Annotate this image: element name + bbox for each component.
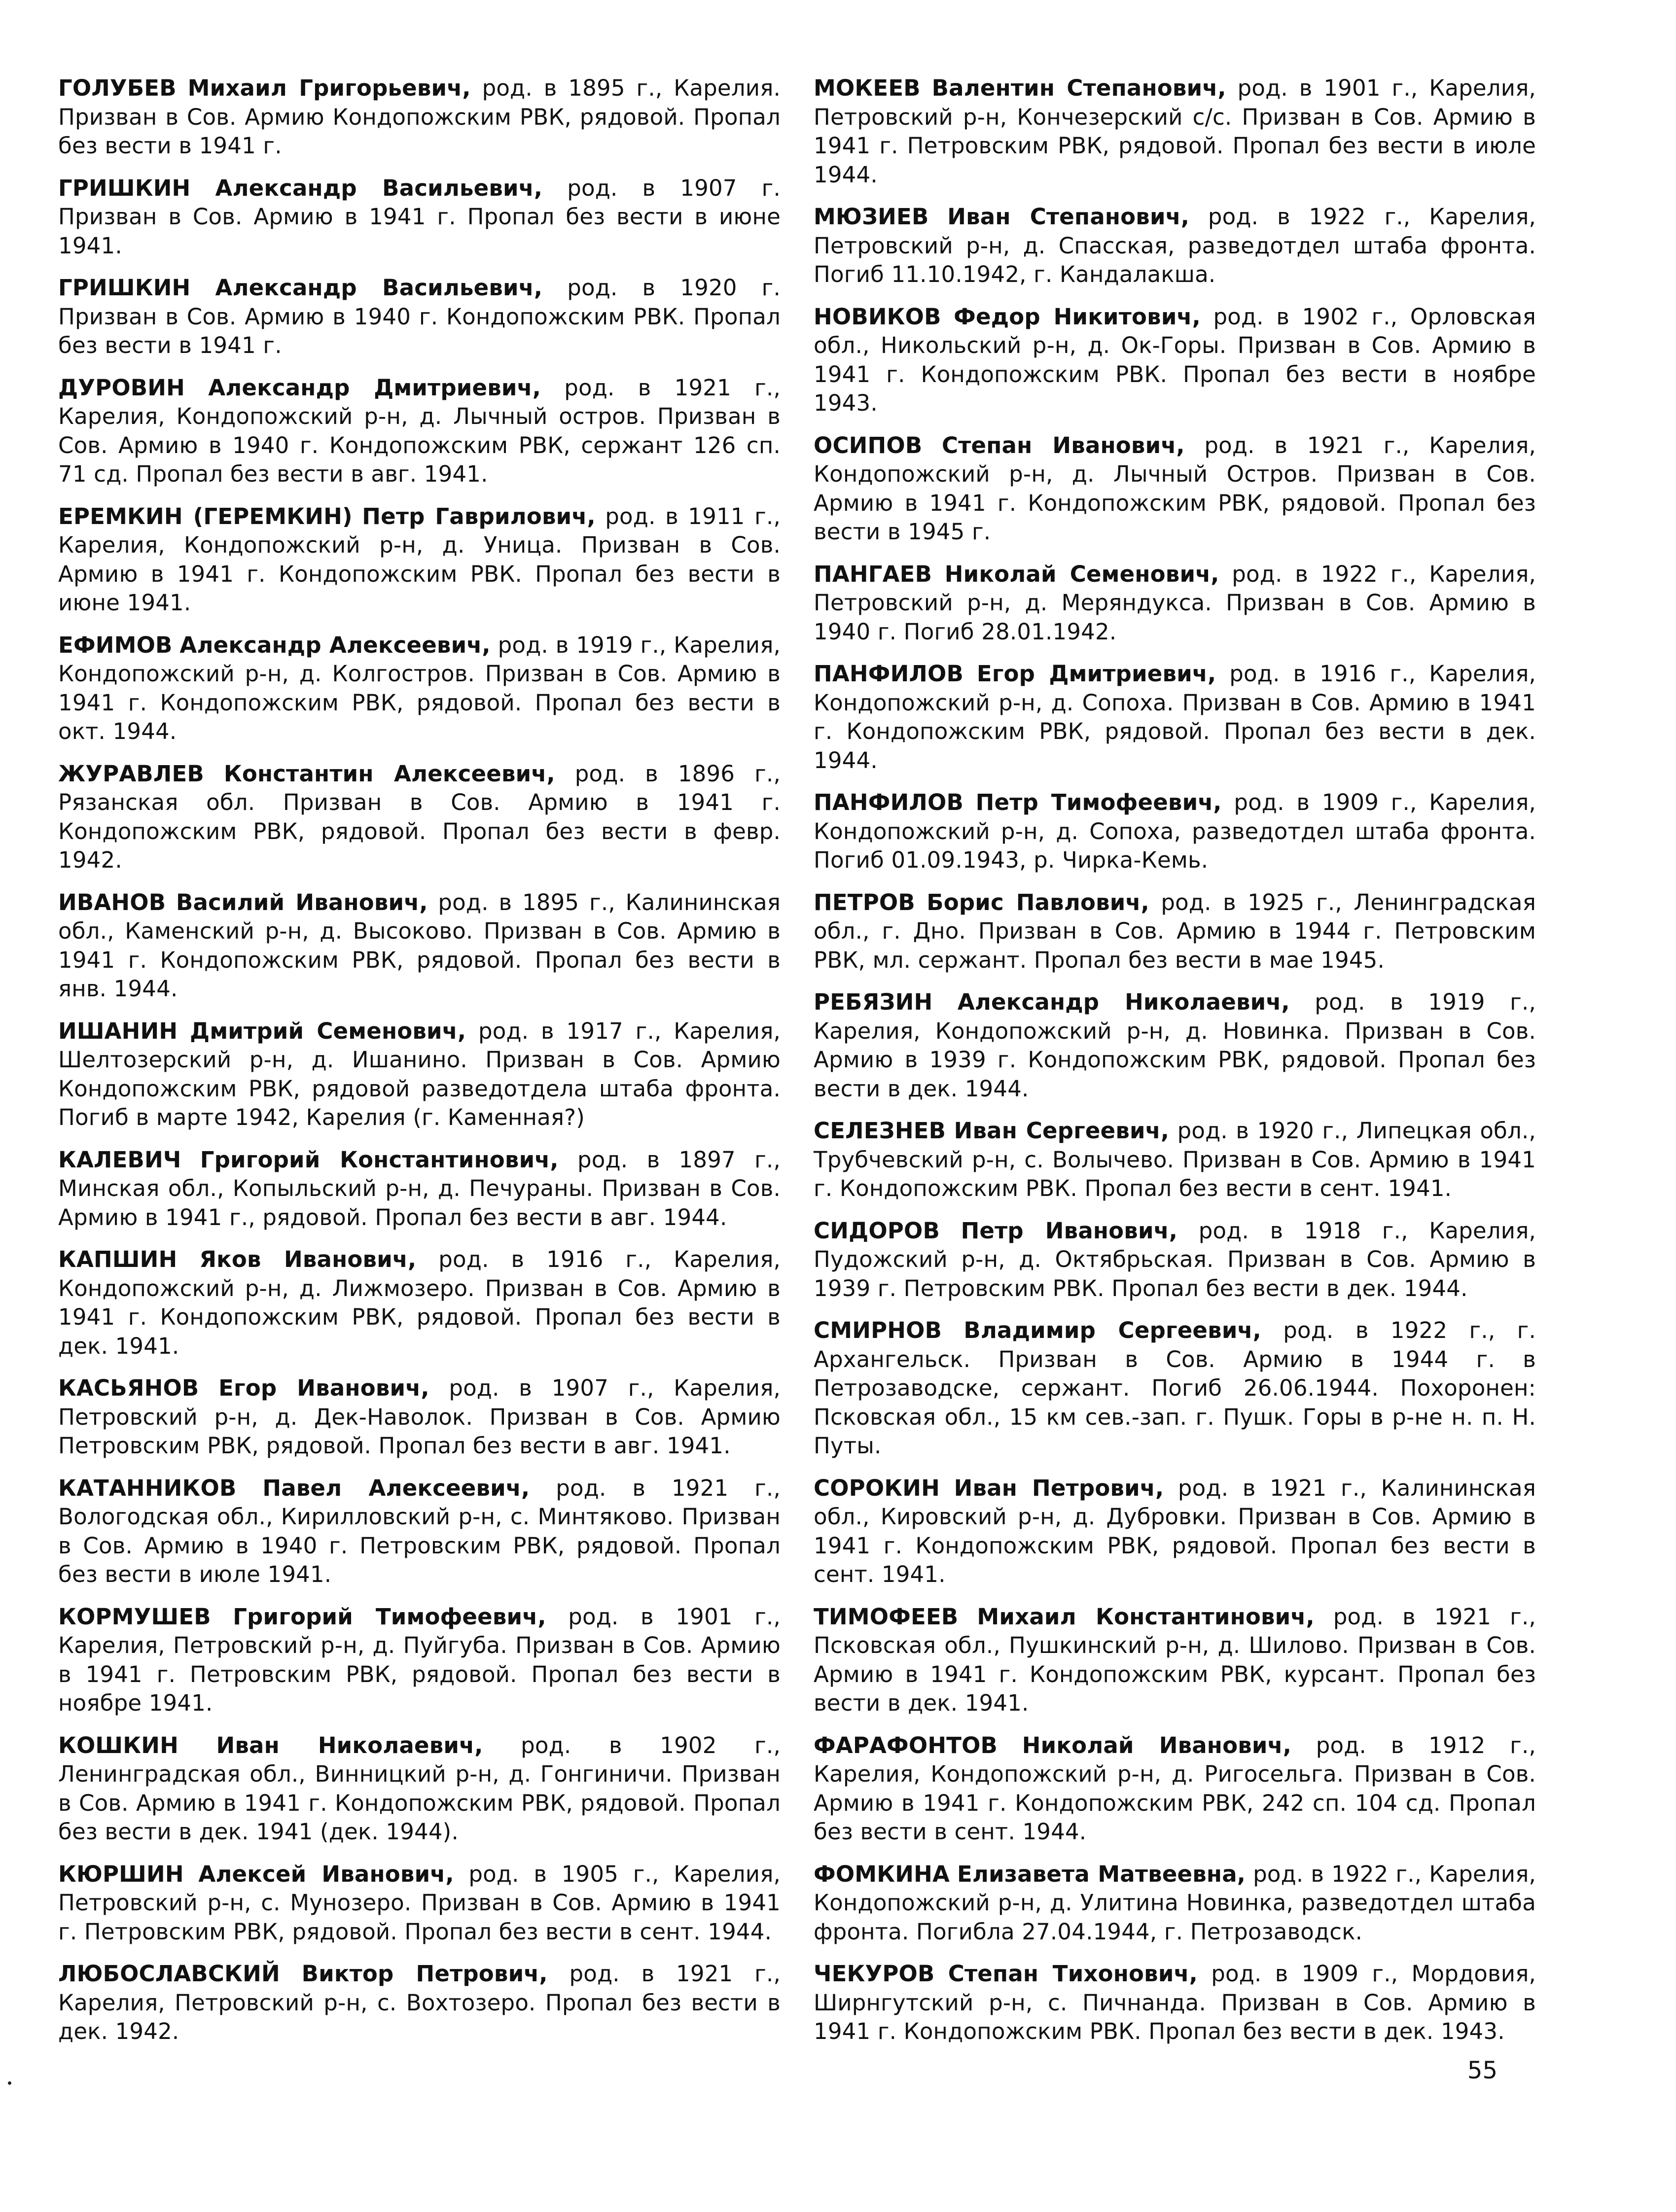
entry-surname: ИШАНИН	[58, 1018, 178, 1044]
entry-surname: ОСИПОВ	[814, 432, 923, 458]
entry-surname: ПАНГАЕВ	[814, 561, 932, 587]
entry	[58, 1860, 781, 1947]
entry-surname: КАЛЕВИЧ	[58, 1146, 181, 1173]
entry-given-name: Петр Тимофеевич,	[975, 789, 1222, 815]
entry-given-name: Иван Степанович,	[947, 204, 1190, 230]
entry	[58, 631, 781, 746]
entry-given-name: Егор Иванович,	[218, 1375, 429, 1401]
entry-surname: ПАНФИЛОВ	[814, 789, 963, 815]
entry-details: род. в 1919 г., Карелия, Кондопожский р-н, д. Новинка. Призван в Сов. Армию в 1939 г. Кондопожским РВК, рядовой. Пропал без вести в дек. 1944.	[814, 989, 1536, 1102]
entry-given-name: Петр Гаврилович,	[362, 503, 596, 529]
entry-given-name: Степан Тихонович,	[948, 1961, 1198, 1987]
entry-given-name: Александр Николаевич,	[957, 989, 1290, 1015]
entry-surname: КОШКИН	[58, 1732, 178, 1758]
entry-details: род. в 1921 г., Карелия, Кондопожский р-н, д. Лычный остров. Призван в Сов. Армию в 1940 г. Кондопожским РВК, сержант 126 сп. 71 сд. Пропал без вести в авг. 1941.	[58, 374, 781, 487]
entry-details: род. в 1920 г. Призван в Сов. Армию в 1940 г. Кондопожским РВК. Пропал без вести в 1941 г.	[58, 275, 781, 358]
entry-surname: КЮРШИН	[58, 1861, 184, 1887]
entry-details: род. в 1901 г., Карелия, Петровский р-н, д. Пуйгуба. Призван в Сов. Армию в 1941 г. Петровским РВК, рядовой. Пропал без вести в ноябре 1941.	[58, 1603, 781, 1716]
entry-surname: ЖУРАВЛЕВ	[58, 760, 204, 787]
entry-surname: ФОМКИНА	[814, 1861, 950, 1887]
entry-details: род. в 1905 г., Карелия, Петровский р-н, с. Мунозеро. Призван в Сов. Армию в 1941 г. Петровским РВК, рядовой. Пропал без вести в сент. 1944.	[58, 1861, 781, 1945]
entry-given-name: Александр Васильевич,	[215, 275, 543, 301]
entry-details: род. в 1909 г., Карелия, Кондопожский р-н, д. Сопоха, разведотдел штаба фронта. Погиб 01.09.1943, р. Чирка-Кемь.	[814, 789, 1536, 873]
entry-given-name: Виктор Петрович,	[301, 1961, 548, 1987]
entry-details: род. в 1907 г. Призван в Сов. Армию в 1941 г. Пропал без вести в июне 1941.	[58, 175, 781, 259]
entry	[814, 560, 1536, 647]
entry	[814, 1217, 1536, 1303]
page-number: 55	[1467, 2057, 1498, 2084]
entry-given-name: Валентин Степанович,	[931, 75, 1226, 101]
entry-given-name: Елизавета Матвеевна,	[957, 1861, 1246, 1887]
entry-surname: ЕФИМОВ	[58, 632, 173, 658]
entry	[58, 1374, 781, 1461]
entry-details: род. в 1911 г., Карелия, Кондопожский р-н, д. Уница. Призван в Сов. Армию в 1941 г. Кондопожским РВК. Пропал без вести в июне 1941.	[58, 503, 781, 616]
entry-details: род. в 1921 г., Карелия, Кондопожский р-н, д. Лычный Остров. Призван в Сов. Армию в 1941 г. Кондопожским РВК, рядовой. Пропал без вести в 1945 г.	[814, 432, 1536, 545]
left-column	[58, 74, 781, 2060]
entry-details: род. в 1922 г., Карелия, Петровский р-н, д. Спасская, разведотдел штаба фронта. Погиб 11.10.1942, г. Кандалакша.	[814, 204, 1536, 287]
entry	[814, 1960, 1536, 2046]
entry	[58, 760, 781, 875]
entry-given-name: Александр Дмитриевич,	[208, 374, 541, 401]
entry-details: род. в 1918 г., Карелия, Пудожский р-н, д. Октябрьская. Призван в Сов. Армию в 1939 г. Петровским РВК. Пропал без вести в дек. 1944.	[814, 1217, 1536, 1301]
entry-details: род. в 1916 г., Карелия, Кондопожский р-н, д. Лижмозеро. Призван в Сов. Армию в 1941 г. Кондопожским РВК, рядовой. Пропал без вести в дек. 1941.	[58, 1246, 781, 1359]
entry-details: род. в 1925 г., Ленинградская обл., г. Дно. Призван в Сов. Армию в 1944 г. Петровским РВК, мл. сержант. Пропал без вести в мае 1945.	[814, 889, 1536, 973]
entry-given-name: Алексей Иванович,	[198, 1861, 454, 1887]
entry	[814, 74, 1536, 189]
entry-details: род. в 1917 г., Карелия, Шелтозерский р-н, д. Ишанино. Призван в Сов. Армию Кондопожским РВК, рядовой разведотдела штаба фронта. Погиб в марте 1942, Карелия (г. Каменная?)	[58, 1018, 781, 1130]
entry	[814, 988, 1536, 1103]
entry-given-name: Николай Семенович,	[944, 561, 1219, 587]
entry-surname: МЮЗИЕВ	[814, 204, 929, 230]
entry	[814, 660, 1536, 775]
entry-details: род. в 1921 г., Псковская обл., Пушкинский р-н, д. Шилово. Призван в Сов. Армию в 1941 г. Кондопожским РВК, курсант. Пропал без вести в дек. 1941.	[814, 1603, 1536, 1716]
entry-surname: НОВИКОВ	[814, 303, 941, 330]
entry-given-name: Григорий Константинович,	[200, 1146, 559, 1173]
entry-surname: ФАРАФОНТОВ	[814, 1732, 998, 1758]
entry-given-name: Иван Петрович,	[954, 1475, 1164, 1501]
entry	[814, 303, 1536, 418]
entry	[814, 203, 1536, 289]
entry-details: род. в 1921 г., Карелия, Петровский р-н, с. Вохтозеро. Пропал без вести в дек. 1942.	[58, 1961, 781, 2044]
entry-surname: СОРОКИН	[814, 1475, 940, 1501]
entry-surname: КАПШИН	[58, 1246, 178, 1272]
entry-details: род. в 1922 г., Карелия, Кондопожский р-н, д. Улитина Новинка, разведотдел штаба фронта. Погибла 27.04.1944, г. Петрозаводск.	[814, 1861, 1536, 1945]
entry	[58, 274, 781, 360]
entry-surname: ПЕТРОВ	[814, 889, 915, 915]
entry-details: род. в 1921 г., Калининская обл., Кировский р-н, д. Дубровки. Призван в Сов. Армию в 1941 г. Кондопожским РВК, рядовой. Пропал без вести в сент. 1941.	[814, 1475, 1536, 1587]
entry	[58, 888, 781, 1004]
entry-surname: КАСЬЯНОВ	[58, 1375, 199, 1401]
entry-surname: СМИРНОВ	[814, 1317, 942, 1343]
entry-details: род. в 1901 г., Карелия, Петровский р-н, Кончезерский с/с. Призван в Сов. Армию в 1941 г. Петровским РВК, рядовой. Пропал без вести в июле 1944.	[814, 75, 1536, 188]
entry	[814, 1316, 1536, 1461]
entry-surname: ИВАНОВ	[58, 889, 166, 915]
entry	[58, 174, 781, 261]
entry	[58, 1603, 781, 1718]
entry-details: род. в 1902 г., Ленинградская обл., Винницкий р-н, д. Гонгиничи. Призван в Сов. Армию в 1941 г. Кондопожским РВК, рядовой. Пропал без вести в дек. 1941 (дек. 1944).	[58, 1732, 781, 1845]
entry-given-name: Борис Павлович,	[927, 889, 1149, 915]
entry-surname: РЕБЯЗИН	[814, 989, 933, 1015]
entry-details: род. в 1920 г., Липецкая обл., Трубчевский р-н, с. Волычево. Призван в Сов. Армию в 1941 г. Кондопожским РВК. Пропал без вести в сент. 1941.	[814, 1118, 1536, 1201]
entry-given-name: Владимир Сергеевич,	[963, 1317, 1261, 1343]
entry-given-name: Дмитрий Семенович,	[190, 1018, 466, 1044]
entry-given-name: Федор Никитович,	[954, 303, 1201, 330]
entry-surname: КОРМУШЕВ	[58, 1603, 211, 1630]
entry-surname: ДУРОВИН	[58, 374, 185, 401]
entry	[814, 888, 1536, 975]
entry	[814, 1474, 1536, 1589]
entry-details: род. в 1895 г., Калининская обл., Каменский р-н, д. Высоково. Призван в Сов. Армию в 1941 г. Кондопожским РВК, рядовой. Пропал без вести в янв. 1944.	[58, 889, 781, 1002]
entry-given-name: Александр Васильевич,	[215, 175, 543, 201]
entry-details: род. в 1922 г., г. Архангельск. Призван в Сов. Армию в 1944 г. в Петрозаводске, сержант. Погиб 26.06.1944. Похоронен: Псковская обл., 15 км сев.-зап. г. Пушк. Горы в р-не н. п. Н. Путы.	[814, 1317, 1536, 1459]
entry	[814, 788, 1536, 875]
entry-given-name: Григорий Тимофеевич,	[233, 1603, 546, 1630]
entry-surname: ПАНФИЛОВ	[814, 661, 963, 687]
entry-surname: СЕЛЕЗНЕВ	[814, 1118, 946, 1144]
entry-given-name: Петр Иванович,	[961, 1217, 1178, 1244]
entry	[814, 431, 1536, 547]
entry-surname: МОКЕЕВ	[814, 75, 921, 101]
entry-given-name: Степан Иванович,	[942, 432, 1185, 458]
entry-details: род. в 1921 г., Вологодская обл., Кирилловский р-н, с. Минтяково. Призван в Сов. Армию в 1940 г. Петровским РВК, рядовой. Пропал без вести в июле 1941.	[58, 1475, 781, 1587]
entry-surname: ГОЛУБЕВ	[58, 75, 177, 101]
entry	[58, 74, 781, 161]
entry-details: род. в 1919 г., Карелия, Кондопожский р-н, д. Колгостров. Призван в Сов. Армию в 1941 г. Кондопожским РВК, рядовой. Пропал без вести в окт. 1944.	[58, 632, 781, 744]
entry	[814, 1860, 1536, 1947]
entry-details: род. в 1912 г., Карелия, Кондопожский р-н, д. Ригосельга. Призван в Сов. Армию в 1941 г. Кондопожским РВК, 242 сп. 104 сд. Пропал без вести в сент. 1944.	[814, 1732, 1536, 1845]
entry-surname: СИДОРОВ	[814, 1217, 940, 1244]
entry	[814, 1117, 1536, 1203]
entry-surname: ГРИШКИН	[58, 175, 191, 201]
entry	[58, 1960, 781, 2046]
entry-given-name: Михаил Константинович,	[977, 1603, 1315, 1630]
entry-details: род. в 1902 г., Орловская обл., Никольский р-н, д. Ок-Горы. Призван в Сов. Армию в 1941 г. Кондопожским РВК. Пропал без вести в ноябре 1943.	[814, 303, 1536, 416]
entry-given-name: Яков Иванович,	[199, 1246, 417, 1272]
entry-surname: ЛЮБОСЛАВСКИЙ	[58, 1961, 280, 1987]
entry-given-name: Михаил Григорьевич,	[187, 75, 471, 101]
entry	[58, 1474, 781, 1589]
entry	[58, 1731, 781, 1847]
entry-given-name: Николай Иванович,	[1022, 1732, 1292, 1758]
entry-given-name: Иван Николаевич,	[216, 1732, 483, 1758]
entry-details: род. в 1907 г., Карелия, Петровский р-н, д. Дек-Наволок. Призван в Сов. Армию Петровским РВК, рядовой. Пропал без вести в авг. 1941.	[58, 1375, 781, 1459]
entry	[58, 1245, 781, 1361]
entry-given-name: Александр Алексеевич,	[179, 632, 491, 658]
entry-details: род. в 1909 г., Мордовия, Ширнгутский р-н, с. Пичнанда. Призван в Сов. Армию в 1941 г. Кондопожским РВК. Пропал без вести в дек. 1943.	[814, 1961, 1536, 2044]
entry-surname: КАТАННИКОВ	[58, 1475, 237, 1501]
entry-surname: ЧЕКУРОВ	[814, 1961, 935, 1987]
entry	[58, 1146, 781, 1232]
entry-surname: ТИМОФЕЕВ	[814, 1603, 959, 1630]
entry-details: род. в 1922 г., Карелия, Петровский р-н, д. Меряндукса. Призван в Сов. Армию в 1940 г. Погиб 28.01.1942.	[814, 561, 1536, 645]
entry-details: род. в 1895 г., Карелия. Призван в Сов. Армию Кондопожским РВК, рядовой. Пропал без вести в 1941 г.	[58, 75, 781, 159]
entry-details: род. в 1916 г., Карелия, Кондопожский р-н, д. Сопоха. Призван в Сов. Армию в 1941 г. Кондопожским РВК, рядовой. Пропал без вести в дек. 1944.	[814, 661, 1536, 773]
entry	[58, 502, 781, 618]
right-column	[814, 74, 1536, 2060]
stray-mark	[8, 2081, 11, 2085]
entry	[814, 1603, 1536, 1718]
entry	[58, 1017, 781, 1132]
entry-given-name: Василий Иванович,	[176, 889, 428, 915]
entry-given-name: Иван Сергеевич,	[954, 1118, 1170, 1144]
entry-surname: ГРИШКИН	[58, 275, 191, 301]
entry-given-name: Константин Алексеевич,	[223, 760, 555, 787]
entry-given-name: Павел Алексеевич,	[262, 1475, 530, 1501]
entry-surname: ЕРЕМКИН (ГЕРЕМКИН)	[58, 503, 353, 529]
entry-details: род. в 1897 г., Минская обл., Копыльский р-н, д. Печураны. Призван в Сов. Армию в 1941 г., рядовой. Пропал без вести в авг. 1944.	[58, 1146, 781, 1230]
entry-details: род. в 1896 г., Рязанская обл. Призван в Сов. Армию в 1941 г. Кондопожским РВК, рядовой. Пропал без вести в февр. 1942.	[58, 760, 781, 873]
entry-given-name: Егор Дмитриевич,	[976, 661, 1216, 687]
entry	[58, 374, 781, 489]
entry	[814, 1731, 1536, 1847]
